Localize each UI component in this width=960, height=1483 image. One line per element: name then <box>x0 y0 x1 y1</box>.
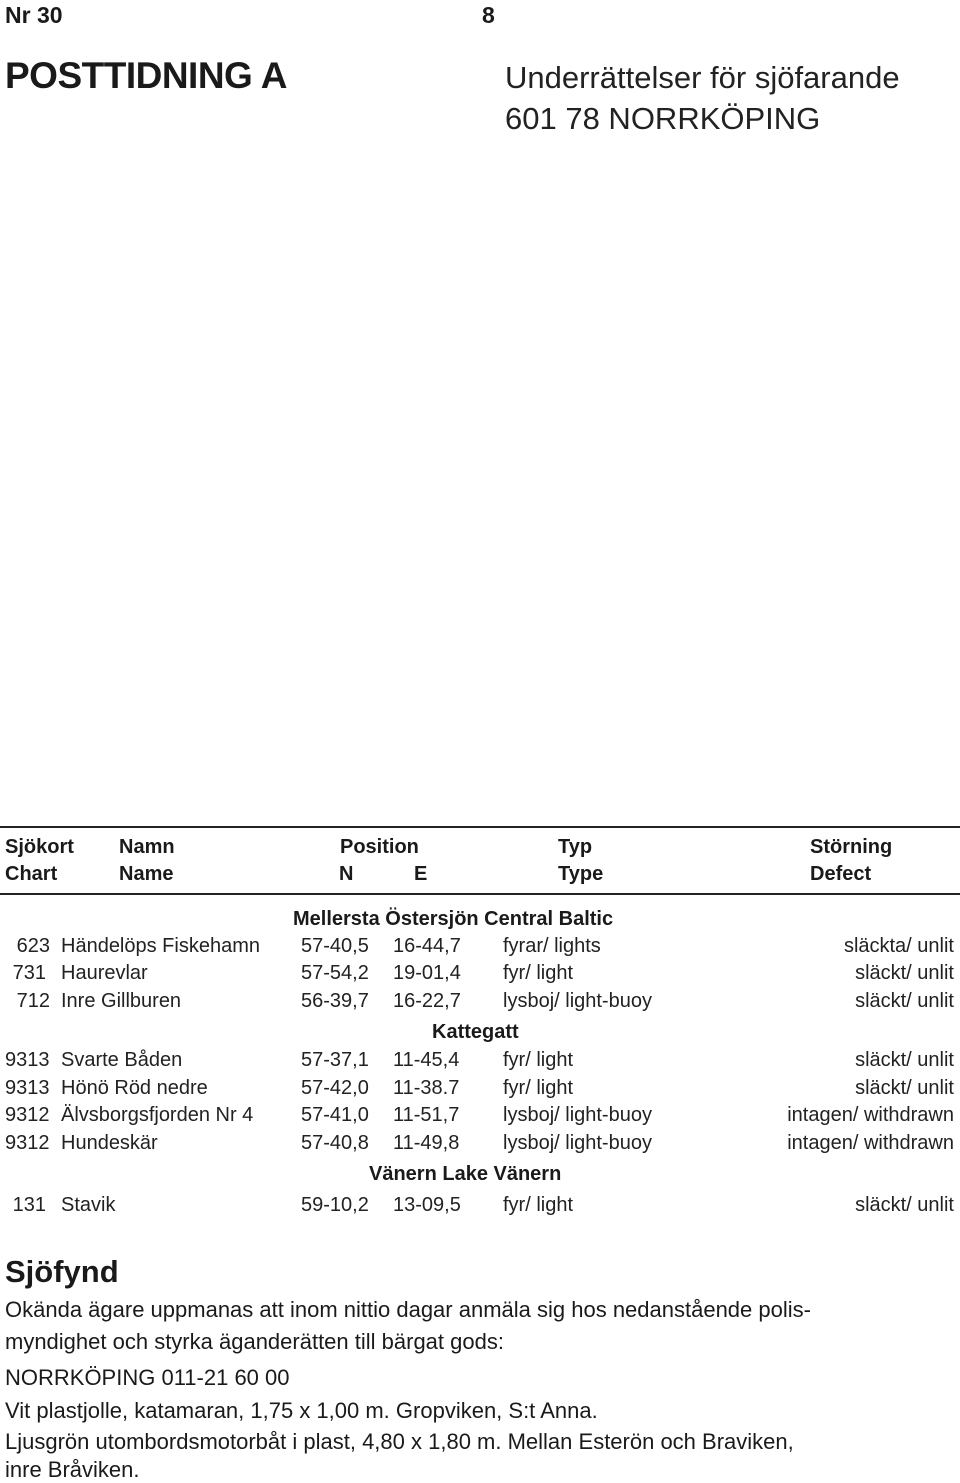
sjofynd-intro-line-2: myndighet och styrka äganderätten till bärgat gods: <box>5 1329 504 1354</box>
cell-n: 57-54,2 <box>301 962 369 984</box>
cell-defect: släckta/ unlit <box>843 935 954 957</box>
section-title: Vänern Lake Vänern <box>369 1163 562 1185</box>
cell-e: 11-49,8 <box>393 1132 460 1154</box>
sjofynd-intro-line-1: Okända ägare uppmanas att inom nittio dagar anmäla sig hos nedanstående polis- <box>5 1297 811 1322</box>
cell-chart: 623 <box>16 935 50 957</box>
cell-type: fyr/ light <box>503 1049 574 1071</box>
cell-type: fyrar/ lights <box>503 935 601 957</box>
column-header-chart-sv: Sjökort <box>5 836 74 858</box>
cell-type: fyr/ light <box>503 962 574 984</box>
cell-chart: 9313 <box>5 1077 50 1099</box>
cell-defect: släckt/ unlit <box>855 962 954 984</box>
column-header-defect-sv: Störning <box>810 836 893 858</box>
cell-n: 57-42,0 <box>301 1077 369 1099</box>
cell-name: Hundeskär <box>61 1132 158 1154</box>
sjofynd-item-1: Vit plastjolle, katamaran, 1,75 x 1,00 m. Gropviken, S:t Anna. <box>5 1398 598 1423</box>
cell-e: 13-09,5 <box>393 1194 461 1216</box>
cell-chart: 131 <box>12 1194 46 1216</box>
cell-name: Hönö Röd nedre <box>61 1077 208 1099</box>
cell-name: Stavik <box>61 1194 116 1216</box>
cell-defect: släckt/ unlit <box>855 990 954 1012</box>
cell-name: Svarte Båden <box>61 1049 183 1071</box>
cell-n: 57-37,1 <box>301 1049 369 1071</box>
cell-n: 57-40,5 <box>301 935 369 957</box>
cell-defect: intagen/ withdrawn <box>787 1132 954 1154</box>
cell-defect: intagen/ withdrawn <box>787 1104 954 1126</box>
column-header-type-sv: Typ <box>558 836 593 858</box>
column-header-type-en: Type <box>558 863 604 885</box>
column-header-defect-en: Defect <box>810 863 872 885</box>
column-header-chart-en: Chart <box>5 863 58 885</box>
page-number: 8 <box>482 2 495 28</box>
cell-type: fyr/ light <box>503 1194 574 1216</box>
column-header-name-en: Name <box>119 863 174 885</box>
address-line-2: 601 78 NORRKÖPING <box>505 101 821 136</box>
cell-chart: 9312 <box>5 1132 50 1154</box>
section-title: Kattegatt <box>432 1021 519 1043</box>
cell-n: 59-10,2 <box>301 1194 369 1216</box>
cell-chart: 712 <box>16 990 50 1012</box>
sjofynd-contact: NORRKÖPING 011-21 60 00 <box>5 1365 290 1390</box>
table-top-rule <box>0 826 960 828</box>
publication-title: POSTTIDNING A <box>5 55 287 96</box>
cell-n: 56-39,7 <box>301 990 369 1012</box>
column-header-e: E <box>414 863 428 885</box>
cell-chart: 9312 <box>5 1104 50 1126</box>
column-header-n: N <box>339 863 354 885</box>
cell-name: Inre Gillburen <box>61 990 182 1012</box>
cell-e: 19-01,4 <box>393 962 461 984</box>
cell-e: 11-45,4 <box>393 1049 460 1071</box>
issue-number: Nr 30 <box>5 2 63 28</box>
table-header-rule <box>0 893 960 895</box>
sjofynd-item-2-line-1: Ljusgrön utombordsmotorbåt i plast, 4,80 x 1,80 m. Mellan Esterön och Braviken, <box>5 1429 794 1454</box>
cell-name: Haurevlar <box>61 962 148 984</box>
section-title: Mellersta Östersjön Central Baltic <box>293 908 614 930</box>
cell-defect: släckt/ unlit <box>855 1077 954 1099</box>
cell-e: 16-44,7 <box>393 935 461 957</box>
cell-e: 11-38.7 <box>393 1077 460 1099</box>
sjofynd-heading: Sjöfynd <box>5 1254 119 1289</box>
column-header-name-sv: Namn <box>119 836 175 858</box>
sjofynd-item-2-line-2: inre Bråviken. <box>5 1457 140 1482</box>
cell-name: Händelöps Fiskehamn <box>61 935 260 957</box>
cell-chart: 9313 <box>5 1049 50 1071</box>
cell-defect: släckt/ unlit <box>855 1049 954 1071</box>
cell-type: lysboj/ light-buoy <box>503 990 652 1012</box>
address-line-1: Underrättelser för sjöfarande <box>505 60 900 95</box>
cell-e: 16-22,7 <box>393 990 461 1012</box>
cell-e: 11-51,7 <box>393 1104 460 1126</box>
cell-n: 57-41,0 <box>301 1104 369 1126</box>
column-header-position: Position <box>340 836 419 858</box>
cell-name: Älvsborgsfjorden Nr 4 <box>61 1104 254 1126</box>
cell-chart: 731 <box>12 962 46 984</box>
cell-type: lysboj/ light-buoy <box>503 1132 652 1154</box>
cell-n: 57-40,8 <box>301 1132 369 1154</box>
cell-type: fyr/ light <box>503 1077 574 1099</box>
cell-defect: släckt/ unlit <box>855 1194 954 1216</box>
cell-type: lysboj/ light-buoy <box>503 1104 652 1126</box>
